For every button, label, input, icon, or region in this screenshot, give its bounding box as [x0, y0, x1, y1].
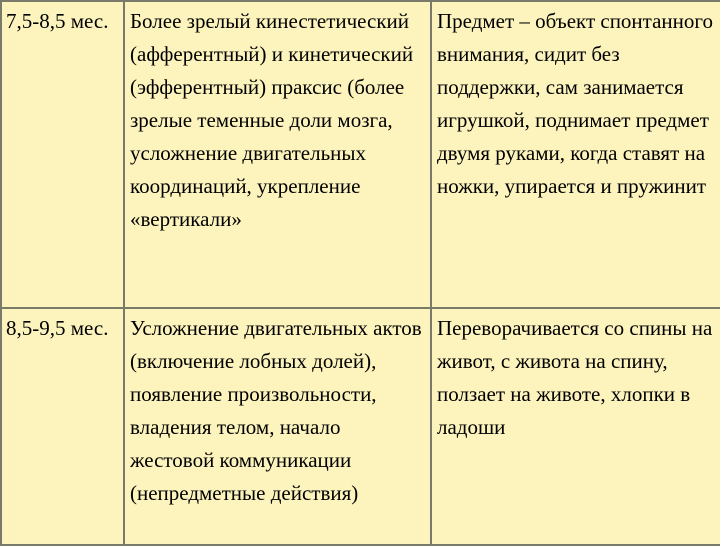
behavior-cell: Переворачивается со спины на живот, с живота на спину, ползает на животе, хлопки в ладоши	[431, 308, 720, 545]
age-cell: 8,5-9,5 мес.	[1, 308, 124, 545]
behavior-cell: Предмет – объект спонтанного внимания, сидит без поддержки, сам занимается игрушкой, поднимает предмет двумя руками, когда ставят на ножки, упирается и пружинит	[431, 1, 720, 308]
table-row	[1, 308, 720, 545]
praxis-cell: Более зрелый кинестетический (афферентный) и кинетический (эфферентный) праксис (более зрелые теменные доли мозга, усложнение двигательных координаций, укрепление «вертикали»	[124, 1, 431, 308]
age-cell: 7,5-8,5 мес.	[1, 1, 124, 308]
praxis-cell: Усложнение двигательных актов (включение лобных долей), появление произвольности, владения телом, начало жестовой коммуникации (непредметные действия)	[124, 308, 431, 545]
table-row	[1, 1, 720, 308]
